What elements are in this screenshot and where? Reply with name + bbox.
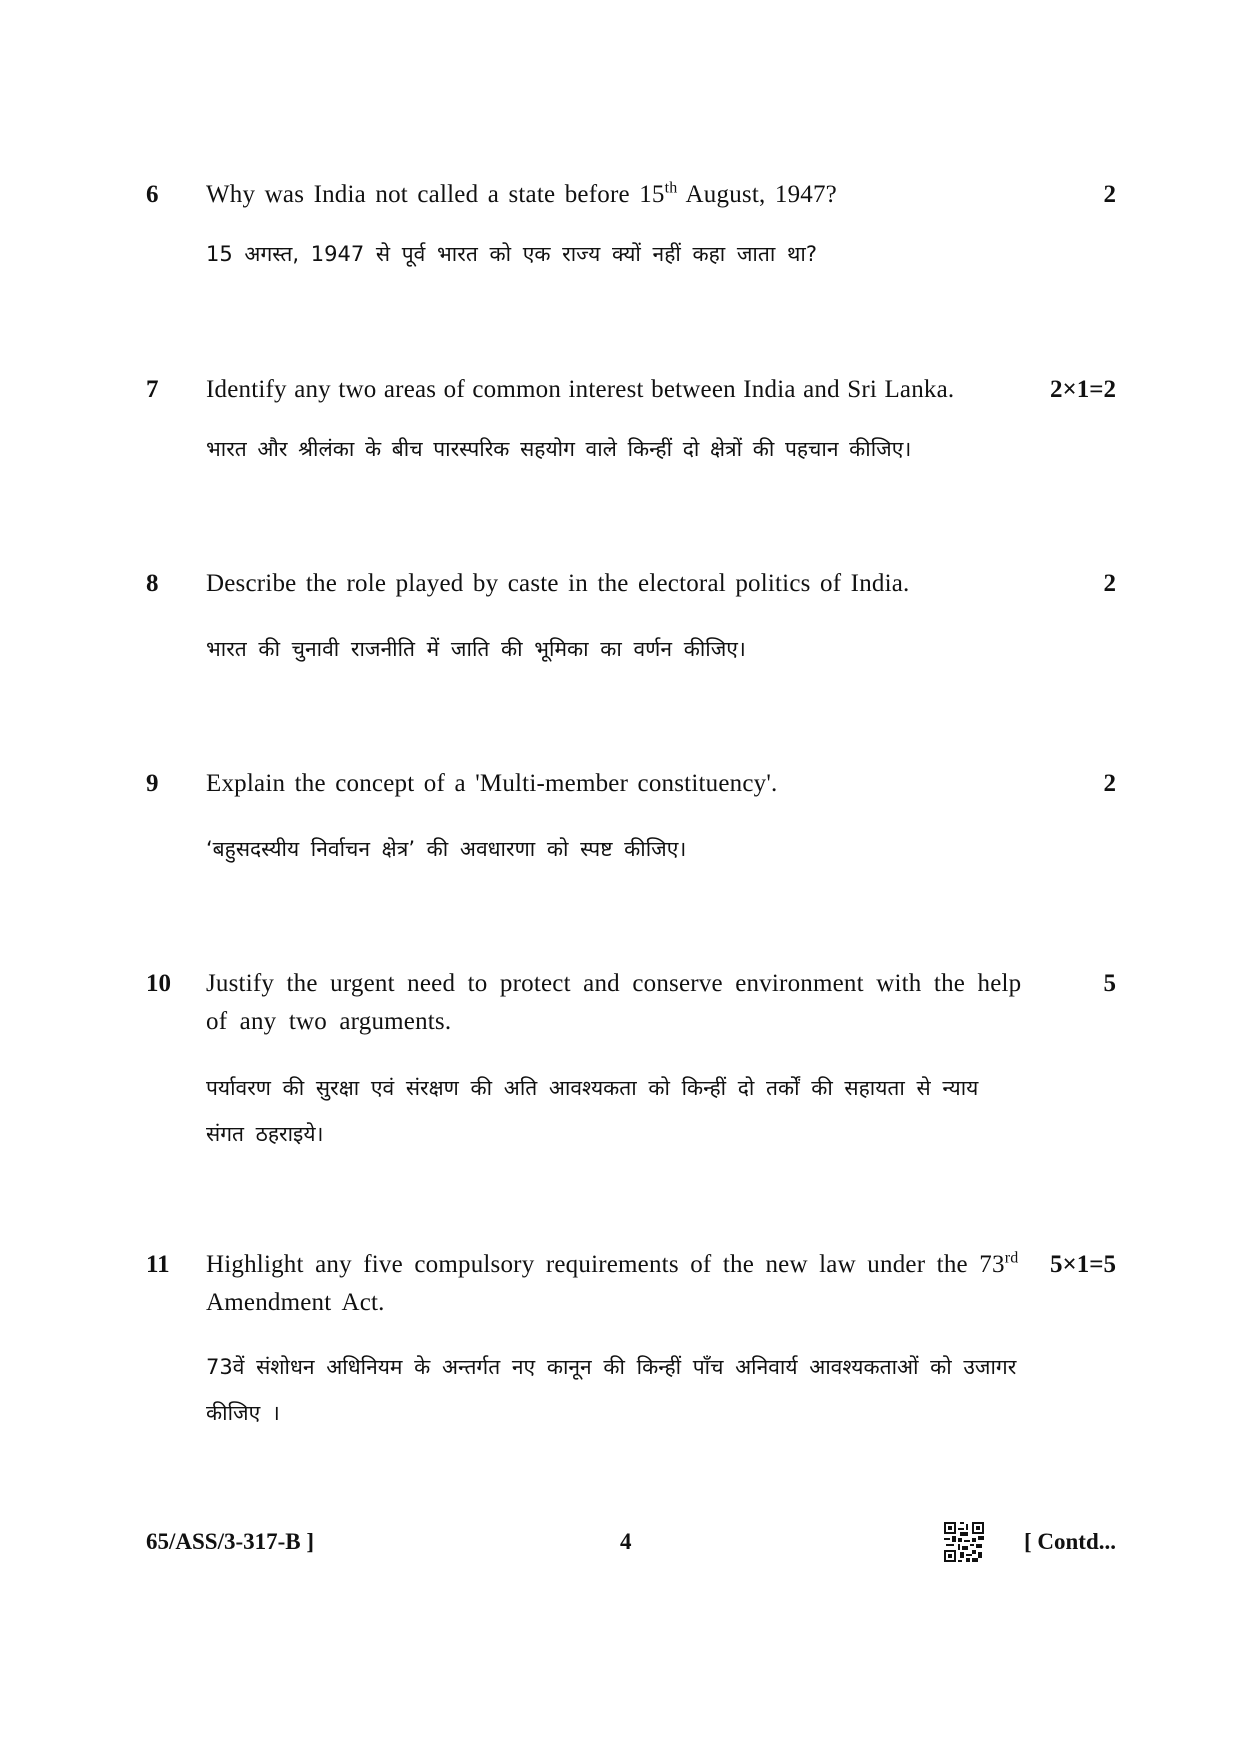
question-text-english: Highlight any five compulsory requirements of the new law under the 73rd Amendment Act. [206, 1249, 1019, 1316]
question-number: 10 [146, 970, 171, 997]
question-marks: 2×1=2 [1050, 376, 1116, 403]
question-text-hindi: भारत की चुनावी राजनीति में जाति की भूमिका का वर्णन कीजिए। [206, 637, 746, 661]
paper-code: 65/ASS/3-317-B ] [146, 1529, 315, 1554]
question-marks: 5 [1103, 970, 1116, 997]
question-text-hindi: ‘बहुसदस्यीय निर्वाचन क्षेत्र’ की अवधारणा को स्पष्ट कीजिए। [206, 837, 687, 861]
question-text-english: Describe the role played by caste in the electoral politics of India. [206, 570, 910, 597]
qr-code-icon [944, 1522, 984, 1562]
question-text-hindi: 15 अगस्त, 1947 से पूर्व भारत को एक राज्य क्यों नहीं कहा जाता था? [206, 242, 817, 266]
question-number: 11 [146, 1251, 170, 1278]
question-number: 8 [146, 570, 159, 597]
question-text-english: Why was India not called a state before 15th August, 1947? [206, 179, 837, 208]
question-text-english: Justify the urgent need to protect and conserve environment with the help of any two arguments. [206, 970, 1022, 1035]
question-marks: 2 [1103, 770, 1116, 797]
question-text-hindi: पर्यावरण की सुरक्षा एवं संरक्षण की अति आवश्यकता को किन्हीं दो तर्कों की सहायता से न्याय संगत ठहराइये। [206, 1076, 979, 1146]
question-number: 7 [146, 376, 159, 403]
question-text-english: Identify any two areas of common interest between India and Sri Lanka. [206, 376, 955, 403]
continued-label: [ Contd... [1023, 1529, 1116, 1554]
question-number: 6 [146, 181, 159, 208]
page-footer [0, 1522, 1240, 1562]
question-text-english: Explain the concept of a 'Multi-member constituency'. [206, 770, 778, 797]
question-number: 9 [146, 770, 159, 797]
question-marks: 2 [1103, 181, 1116, 208]
question-text-hindi: 73वें संशोधन अधिनियम के अन्तर्गत नए कानून की किन्हीं पाँच अनिवार्य आवश्यकताओं को उजागर कीजिए । [206, 1355, 1017, 1425]
question-marks: 2 [1103, 570, 1116, 597]
question-text-hindi: भारत और श्रीलंका के बीच पारस्परिक सहयोग वाले किन्हीं दो क्षेत्रों की पहचान कीजिए। [206, 437, 912, 461]
page-number: 4 [620, 1529, 632, 1554]
question-marks: 5×1=5 [1050, 1251, 1116, 1278]
